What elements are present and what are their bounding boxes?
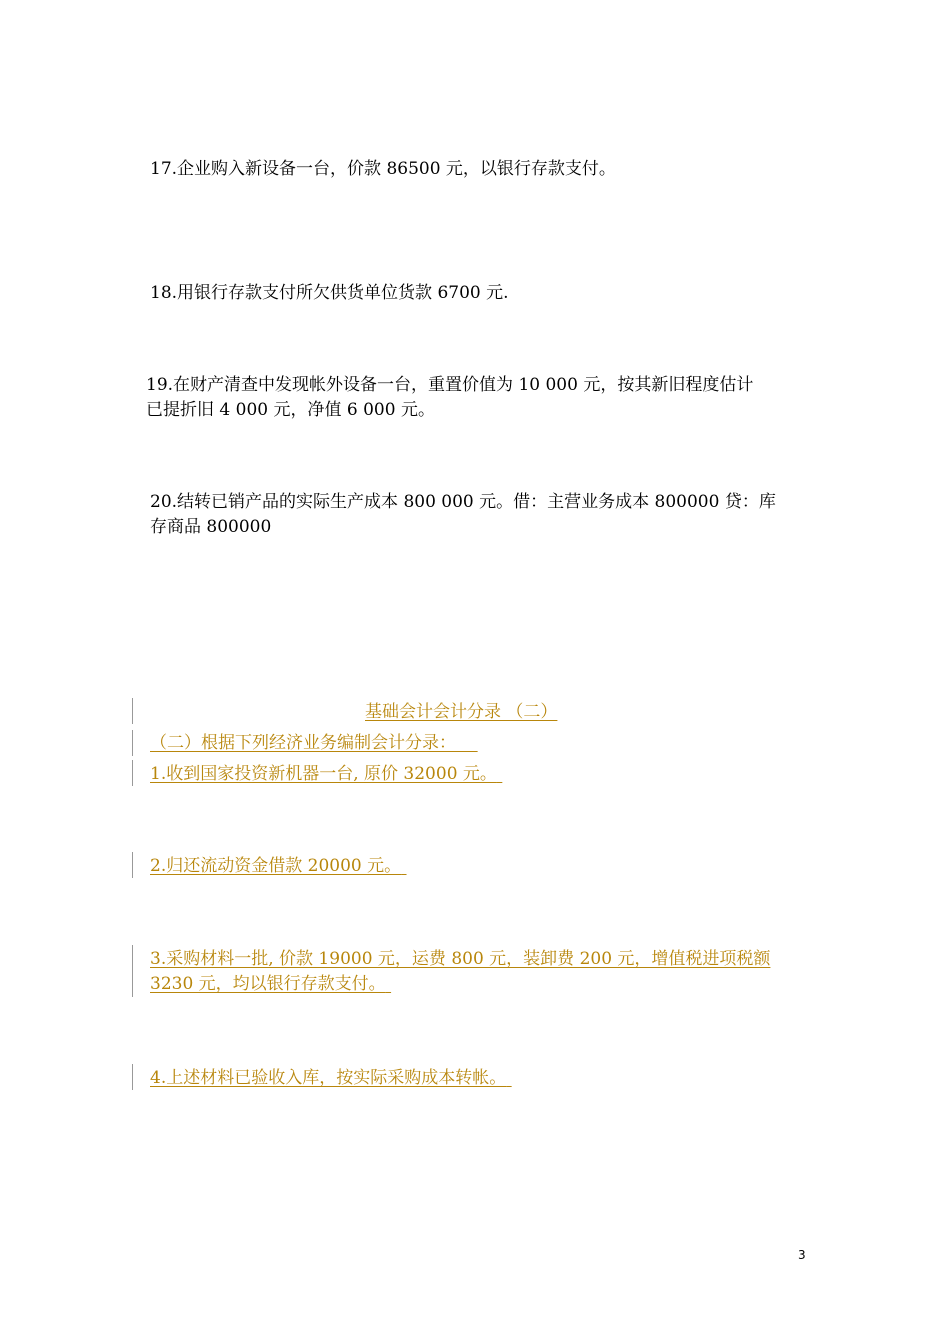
- section-intro: [150, 730, 478, 756]
- question-17: 17.企业购入新设备一台，价款 86500 元，以银行存款支付。: [150, 159, 616, 179]
- change-bar: [132, 852, 133, 878]
- change-bar: [132, 730, 133, 756]
- section-title: [365, 699, 563, 725]
- entry-3-text-line1: 3.采购材料一批, 价款 19000 元，运费 800 元，装卸费 200 元，增值税进项税额: [150, 949, 771, 969]
- entry-2: [150, 853, 407, 879]
- entry-3-line2: [150, 971, 391, 997]
- change-bar: [132, 1064, 133, 1090]
- entry-3-line1: [150, 946, 770, 972]
- page-number: 3: [798, 1248, 806, 1262]
- question-20-line1: 20.结转已销产品的实际生产成本 800 000 元。借：主营业务成本 800000 贷：库: [150, 492, 776, 512]
- section-title-text: 基础会计会计分录 （二）: [365, 702, 558, 722]
- entry-1: [150, 761, 502, 787]
- entry-4-text: 4.上述材料已验收入库，按实际采购成本转帐。: [150, 1068, 507, 1088]
- entry-1-text: 1.收到国家投资新机器一台, 原价 32000 元。: [150, 764, 497, 784]
- question-19-line2: 已提折旧 4 000 元，净值 6 000 元。: [146, 400, 435, 420]
- change-bar: [132, 760, 133, 786]
- change-bar: [132, 945, 133, 997]
- question-19-line1: 19.在财产清查中发现帐外设备一台，重置价值为 10 000 元，按其新旧程度估计: [146, 375, 754, 395]
- entry-4: [150, 1065, 512, 1091]
- question-20-line2: 存商品 800000: [150, 517, 272, 537]
- entry-3-text-line2: 3230 元，均以银行存款支付。: [150, 974, 386, 994]
- question-18: 18.用银行存款支付所欠供货单位货款 6700 元.: [150, 283, 509, 303]
- change-bar: [132, 698, 133, 724]
- section-intro-text: （二）根据下列经济业务编制会计分录：: [150, 733, 456, 753]
- entry-2-text: 2.归还流动资金借款 20000 元。: [150, 856, 402, 876]
